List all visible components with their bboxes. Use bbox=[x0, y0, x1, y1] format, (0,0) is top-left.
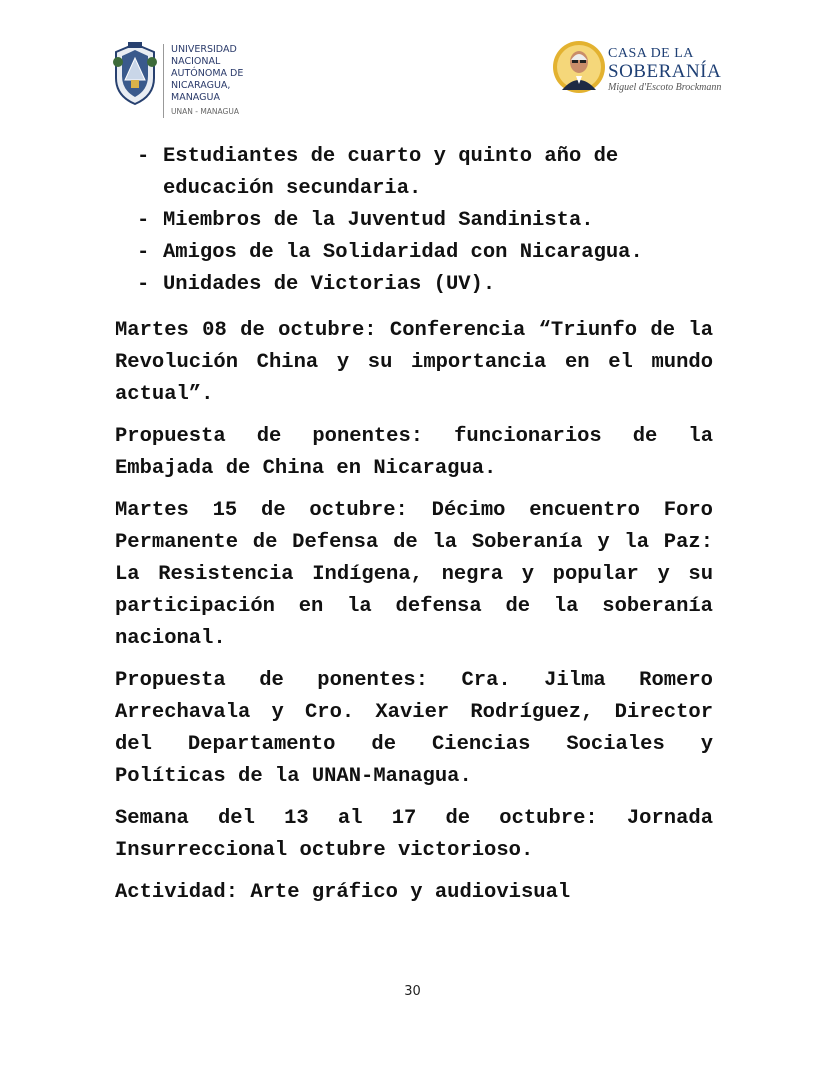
casa-line1: CASA DE LA bbox=[608, 46, 694, 61]
paragraph: Martes 08 de octubre: Conferencia “Triunfo de la Revolución China y su importancia en el mundo actual”. bbox=[115, 319, 713, 406]
paragraph: Propuesta de ponentes: funcionarios de la Embajada de China en Nicaragua. bbox=[115, 425, 713, 480]
unan-line: NACIONAL bbox=[171, 56, 221, 67]
list-item: - Unidades de Victorias (UV). bbox=[137, 269, 713, 301]
unan-line: MANAGUA bbox=[171, 92, 220, 103]
paragraph: Semana del 13 al 17 de octubre: Jornada Insurreccional octubre victorioso. bbox=[115, 807, 713, 862]
list-item: - Miembros de la Juventud Sandinista. bbox=[137, 205, 713, 237]
unan-line: AUTÓNOMA DE bbox=[171, 68, 244, 79]
unan-line: NICARAGUA, bbox=[171, 80, 231, 91]
unan-name bbox=[171, 44, 243, 118]
unan-crest-icon bbox=[110, 42, 160, 108]
list-item: - Estudiantes de cuarto y quinto año de educación secundaria. bbox=[137, 141, 713, 205]
paragraph: Actividad: Arte gráfico y audiovisual bbox=[115, 881, 571, 904]
casa-soberania-portrait-icon bbox=[552, 40, 606, 94]
audience-list bbox=[137, 141, 713, 301]
casa-line3: Miguel d'Escoto Brockmann bbox=[608, 82, 722, 93]
casa-line2: SOBERANÍA bbox=[608, 61, 722, 82]
page-header bbox=[0, 0, 825, 130]
unan-divider bbox=[163, 44, 164, 118]
page-number: 30 bbox=[404, 984, 421, 999]
paragraph: Propuesta de ponentes: Cra. Jilma Romero Arrechavala y Cro. Xavier Rodríguez, Director del Departamento de Ciencias Sociales y Políticas de la UNAN-Managua. bbox=[115, 669, 713, 788]
paragraph: Martes 15 de octubre: Décimo encuentro Foro Permanente de Defensa de la Soberanía y la Paz: La Resistencia Indígena, negra y popular y su participación en la defensa de la soberanía nacional. bbox=[115, 499, 713, 650]
unan-abbrev: UNAN - MANAGUA bbox=[171, 107, 239, 116]
casa-soberania-name bbox=[608, 46, 721, 94]
unan-line: UNIVERSIDAD bbox=[171, 44, 237, 55]
document-body bbox=[115, 141, 713, 919]
list-item: - Amigos de la Solidaridad con Nicaragua. bbox=[137, 237, 713, 269]
